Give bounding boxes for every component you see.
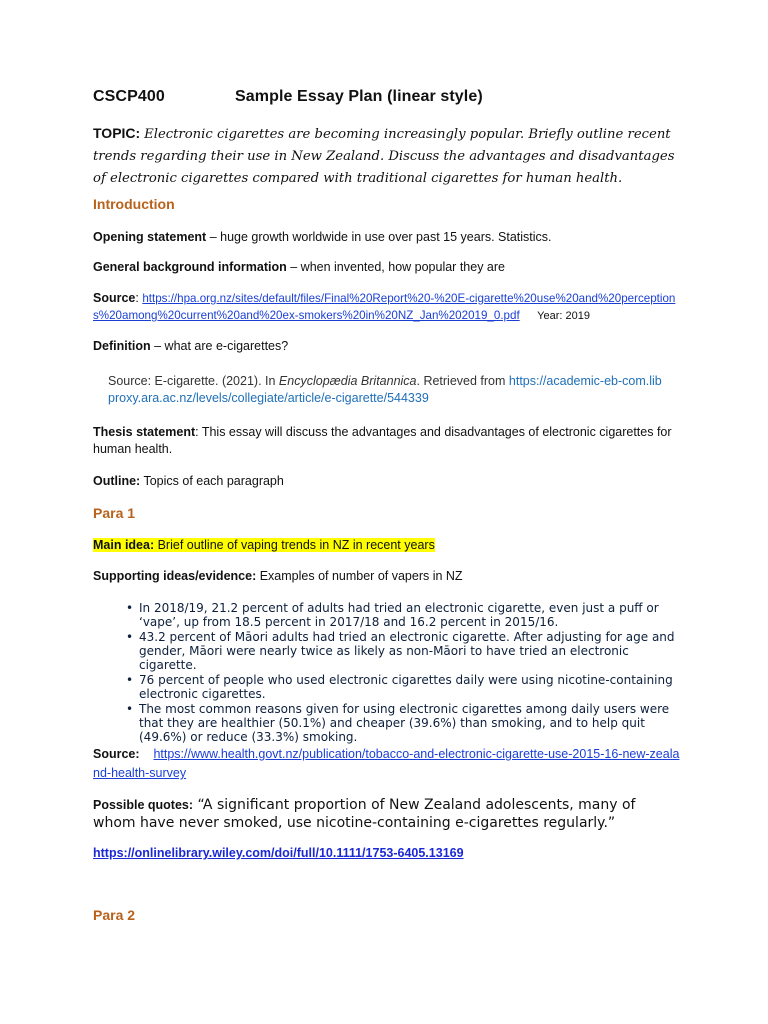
main-idea xyxy=(93,537,435,554)
topic-text: Electronic cigarettes are becoming increasingly popular. Briefly outline recent trends regarding their use in New Zealand. Discuss the advantages and disadvantages of electronic cigarettes compared with traditional cigarettes for human health. xyxy=(93,127,675,186)
citation-work: Encyclopædia Britannica xyxy=(278,374,417,388)
background-info xyxy=(93,259,505,276)
citation-mid: . Retrieved from xyxy=(416,374,509,388)
bullet-icon: • xyxy=(126,630,134,644)
list-item xyxy=(120,601,680,629)
background-label: General background information xyxy=(93,260,287,274)
para1-source-label: Source: xyxy=(93,747,140,761)
definition xyxy=(93,338,288,355)
quotes-label: Possible quotes: xyxy=(93,798,194,812)
supporting-label: Supporting ideas/evidence: xyxy=(93,569,257,583)
list-item xyxy=(120,630,680,672)
para1-source xyxy=(93,745,683,783)
list-item xyxy=(120,702,680,744)
citation-link[interactable]: https://academic-eb-com.libproxy.ara.ac.nz/levels/collegiate/article/e-cigarette/544339 xyxy=(108,374,662,405)
outline-label: Outline: xyxy=(93,474,141,488)
list-item-text: 43.2 percent of Māori adults had tried an electronic cigarette. After adjusting for age and gender, Māori were nearly twice as likely as non-Māori to have tried an electronic cigarette. xyxy=(139,630,675,672)
opening-label: Opening statement xyxy=(93,230,207,244)
main-idea-label: Main idea: xyxy=(93,538,155,552)
document-title xyxy=(93,88,483,106)
outline-text: Topics of each paragraph xyxy=(140,474,284,488)
thesis-label: Thesis statement xyxy=(93,425,196,439)
quote-source-link[interactable]: https://onlinelibrary.wiley.com/doi/full/10.1111/1753-6405.13169 xyxy=(93,846,464,860)
opening-text: – huge growth worldwide in use over past 15 years. Statistics. xyxy=(206,230,552,244)
main-idea-highlight xyxy=(93,538,435,552)
bullet-icon: • xyxy=(126,601,134,615)
opening-statement xyxy=(93,229,552,246)
intro-source: Source: https://hpa.org.nz/sites/default/files/Final%20Report%20-%20E-cigarette%20use%20and%20perceptions%20among%20current%20and%20ex-smokers%20in%20NZ_Jan%202019_0.pdf Year: 2019 xyxy=(93,291,676,322)
definition-label: Definition xyxy=(93,339,151,353)
heading-introduction: Introduction xyxy=(93,196,175,212)
course-code: CSCP400 xyxy=(93,88,165,105)
bullet-icon: • xyxy=(126,702,134,716)
bullet-icon: • xyxy=(126,673,134,687)
list-item-text: In 2018/19, 21.2 percent of adults had tried an electronic cigarette, even just a puff or ‘vape’, up from 18.5 percent in 2017/18 and 16.2 percent in 2015/16. xyxy=(139,601,659,629)
para1-source-link[interactable]: https://www.health.govt.nz/publication/tobacco-and-electronic-cigarette-use-2015-16-new-zealand-health-survey xyxy=(93,747,680,780)
topic-statement xyxy=(93,123,683,189)
thesis-statement xyxy=(93,424,683,458)
plan-title: Sample Essay Plan (linear style) xyxy=(235,88,483,105)
possible-quotes xyxy=(93,796,673,832)
topic-label: TOPIC: xyxy=(93,125,141,141)
heading-para-1: Para 1 xyxy=(93,505,136,521)
list-item-text: The most common reasons given for using electronic cigarettes among daily users were that they are healthier (50.1%) and cheaper (39.6%) than smoking, and to help quit (49.6%) or reduce (33.3%) smoking. xyxy=(139,702,670,744)
definition-text: – what are e-cigarettes? xyxy=(150,339,289,353)
heading-para-2: Para 2 xyxy=(93,907,136,923)
supporting-text: Examples of number of vapers in NZ xyxy=(256,569,463,583)
intro-source-link[interactable]: https://hpa.org.nz/sites/default/files/Final%20Report%20-%20E-cigarette%20use%20and%20perceptions%20among%20current%20and%20ex-smokers%20in%20NZ_Jan%202019_0.pdf xyxy=(93,292,676,322)
list-item xyxy=(120,673,680,701)
background-text: – when invented, how popular they are xyxy=(286,260,505,274)
outline xyxy=(93,473,284,490)
thesis-text: : This essay will discuss the advantages and disadvantages of electronic cigarettes for human health. xyxy=(93,425,672,456)
source-year: Year: 2019 xyxy=(537,310,590,322)
list-item-text: 76 percent of people who used electronic cigarettes daily were using nicotine-containing electronic cigarettes. xyxy=(139,673,673,701)
supporting-ideas xyxy=(93,568,463,585)
intro-source-label: Source xyxy=(93,291,136,305)
quote-text: “A significant proportion of New Zealand adolescents, many of whom have never smoked, use nicotine-containing e-cigarettes regularly.” xyxy=(93,797,636,831)
encyclopedia-citation xyxy=(108,373,668,407)
citation-prefix: Source: E-cigarette. (2021). In xyxy=(108,374,279,388)
quote-source xyxy=(93,846,464,860)
main-idea-text: Brief outline of vaping trends in NZ in recent years xyxy=(154,538,435,552)
evidence-list xyxy=(120,601,680,745)
